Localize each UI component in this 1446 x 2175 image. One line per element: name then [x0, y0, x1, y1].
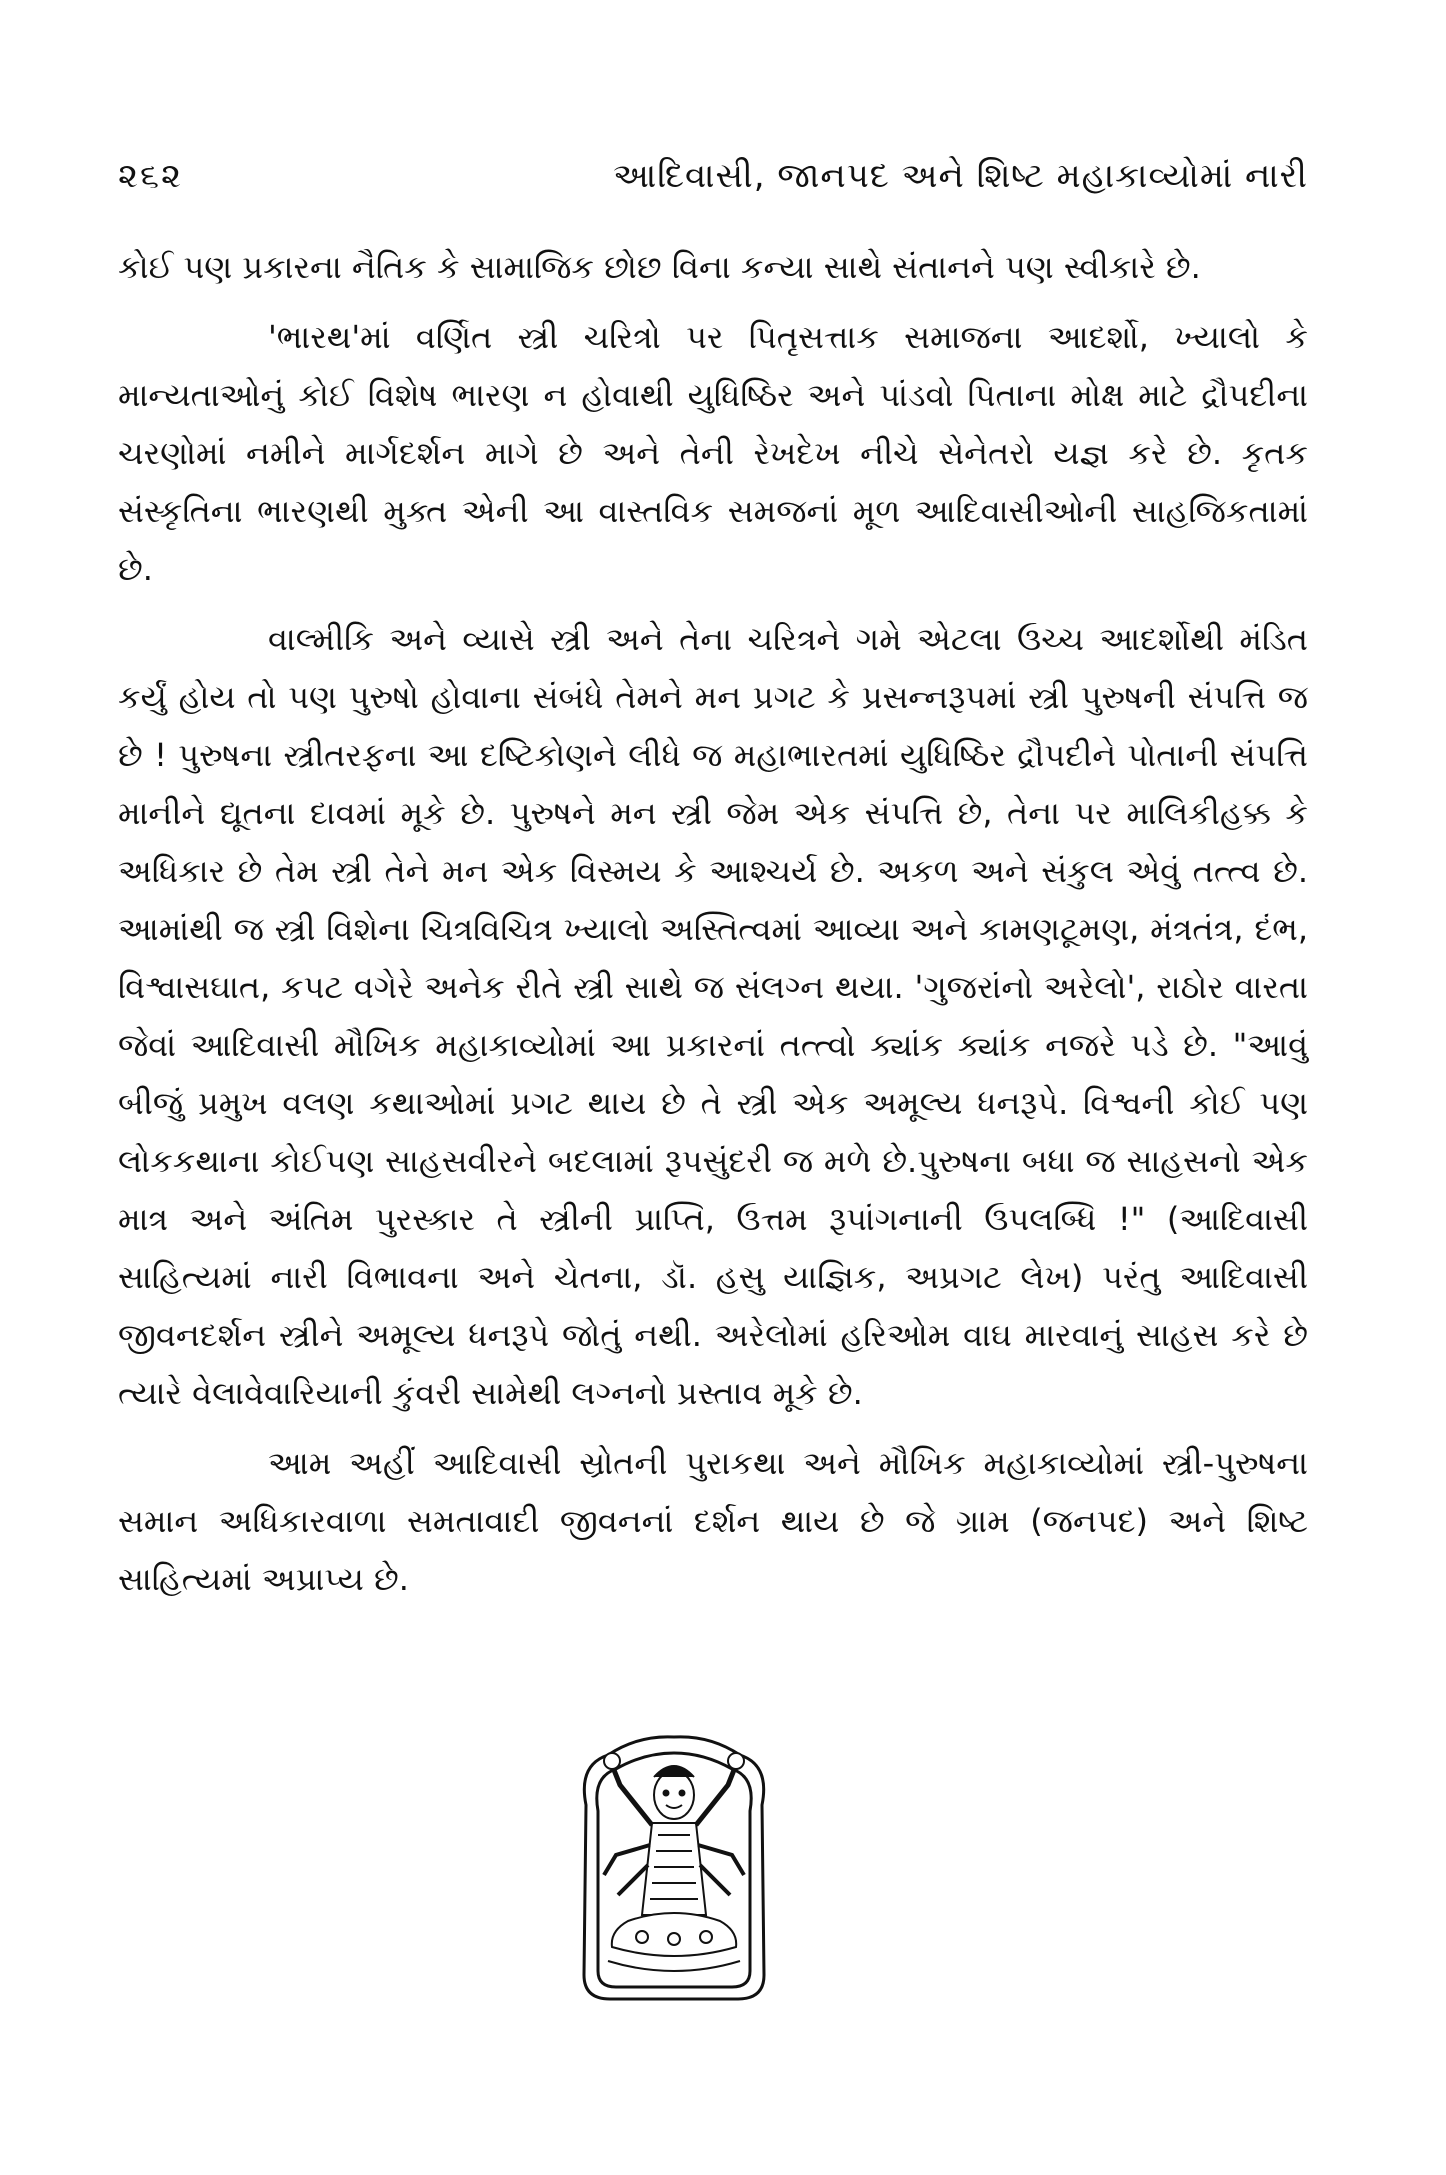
goddess-ornament-icon: [568, 1725, 780, 2009]
page-number: ૨૬૨: [118, 156, 183, 196]
running-head: [118, 150, 1308, 202]
book-title: આદિવાસી, જાનપદ અને શિષ્ટ મહાકાવ્યોમાં નારી: [613, 156, 1308, 196]
paragraph: આમ અહીં આદિવાસી સ્રોતની પુરાકથા અને મૌખિક મહાકાવ્યોમાં સ્ત્રી-પુરુષના સમાન અધિકારવાળા સમતાવાદી જીવનનાં દર્શન થાય છે જે ગ્રામ (જનપદ) અને શિષ્ટ સાહિત્યમાં અપ્રાપ્ય છે.: [118, 1444, 1308, 1598]
paragraph: 'ભારથ'માં વર્ણિત સ્ત્રી ચરિત્રો પર પિતૃસત્તાક સમાજના આદર્શો, ખ્યાલો કે માન્યતાઓનું કોઈ વિશેષ ભારણ ન હોવાથી યુધિષ્ઠિર અને પાંડવો પિતાના મોક્ષ માટે દ્રૌપદીના ચરણોમાં નમીને માર્ગદર્શન માગે છે અને તેની રેખદેખ નીચે સેનેતરો યજ્ઞ કરે છે. કૃતક સંસ્કૃતિના ભારણથી મુક્ત એની આ વાસ્તવિક સમજનાં મૂળ આદિવાસીઓની સાહજિકતામાં છે.: [118, 318, 1308, 588]
page: [118, 150, 1308, 1608]
body-text: [118, 238, 1308, 1608]
paragraph-continued: કોઈ પણ પ્રકારના નૈતિક કે સામાજિક છોછ વિના કન્યા સાથે સંતાનને પણ સ્વીકારે છે.: [118, 248, 1201, 286]
paragraph: વાલ્મીકિ અને વ્યાસે સ્ત્રી અને તેના ચરિત્રને ગમે એટલા ઉચ્ચ આદર્શોથી મંડિત કર્યું હોય તો પણ પુરુષો હોવાના સંબંધે તેમને મન પ્રગટ કે પ્રસન્નરૂપમાં સ્ત્રી પુરુષની સંપત્તિ જ છે ! પુરુષના સ્ત્રીતરફના આ દષ્ટિકોણને લીધે જ મહાભારતમાં યુધિષ્ઠિર દ્રૌપદીને પોતાની સંપત્તિ માનીને દ્યૂતના દાવમાં મૂકે છે. પુરુષને મન સ્ત્રી જેમ એક સંપત્તિ છે, તેના પર માલિકીહક્ક કે અધિકાર છે તેમ સ્ત્રી તેને મન એક વિસ્મય કે આશ્ચર્ય છે. અકળ અને સંકુલ એવું તત્ત્વ છે. આમાંથી જ સ્ત્રી વિશેના ચિત્રવિચિત્ર ખ્યાલો અસ્તિત્વમાં આવ્યા અને કામણટૂમણ, મંત્રતંત્ર, દંભ, વિશ્વાસઘાત, કપટ વગેરે અનેક રીતે સ્ત્રી સાથે જ સંલગ્ન થયા. 'ગુજરાંનો અરેલો', રાઠોર વારતા જેવાં આદિવાસી મૌખિક મહાકાવ્યોમાં આ પ્રકારનાં તત્ત્વો ક્યાંક ક્યાંક નજરે પડે છે. "આવું બીજું પ્રમુખ વલણ કથાઓમાં પ્રગટ થાય છે તે સ્ત્રી એક અમૂલ્ય ધનરૂપે. વિશ્વની કોઈ પણ લોકકથાના કોઈપણ સાહસવીરને બદલામાં રૂપસુંદરી જ મળે છે.પુરુષના બધા જ સાહસનો એક માત્ર અને અંતિમ પુરસ્કાર તે સ્ત્રીની પ્રાપ્તિ, ઉત્તમ રૂપાંગનાની ઉપલબ્ધિ !" (આદિવાસી સાહિત્યમાં નારી વિભાવના અને ચેતના, ડૉ. હસુ યાજ્ઞિક, અપ્રગટ લેખ) પરંતુ આદિવાસી જીવનદર્શન સ્ત્રીને અમૂલ્ય ધનરૂપે જોતું નથી. અરેલોમાં હરિઓમ વાઘ મારવાનું સાહસ કરે છે ત્યારે વેલાવેવારિયાની કુંવરી સામેથી લગ્નનો પ્રસ્તાવ મૂકે છે.: [118, 620, 1308, 1412]
